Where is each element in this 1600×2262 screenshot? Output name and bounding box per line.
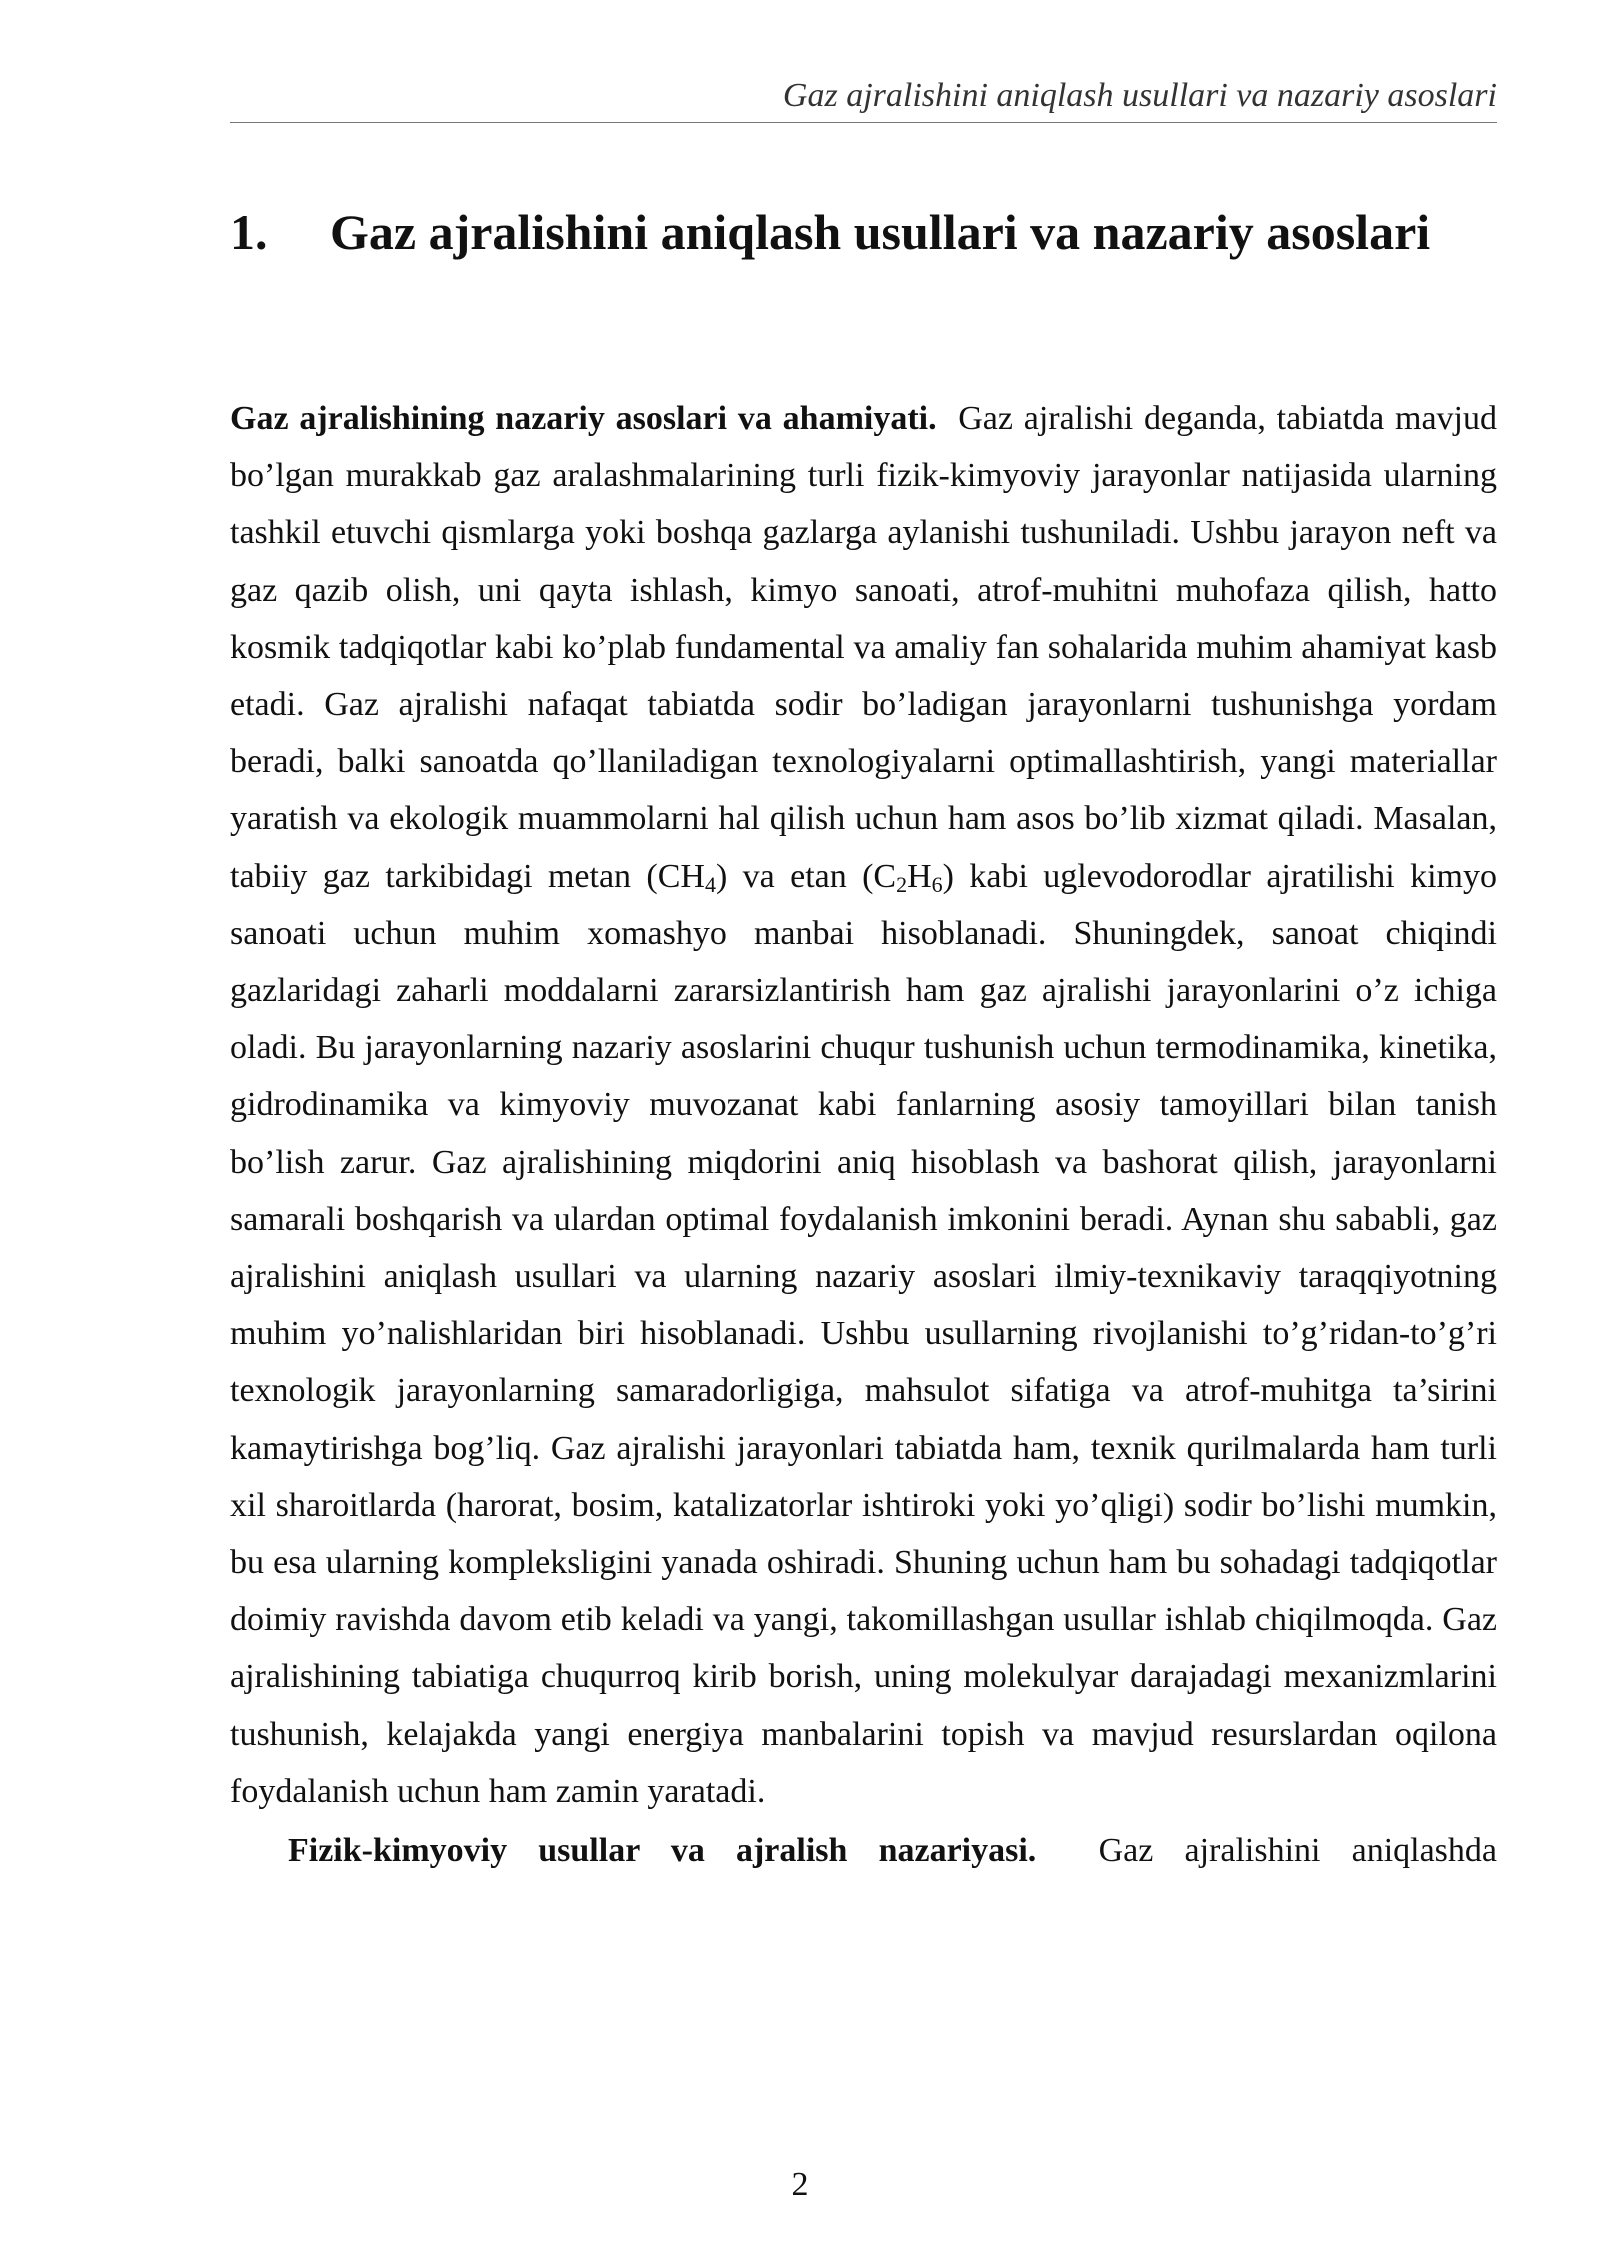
- subscript-h6: 6: [931, 871, 943, 897]
- body-text: [230, 390, 1497, 1879]
- paragraph-1: [230, 390, 1497, 1820]
- paragraph-2: [230, 1822, 1497, 1879]
- subscript-c2: 2: [896, 871, 908, 897]
- subscript-ch4: 4: [704, 871, 716, 897]
- paragraph-2-text: Gaz ajralishini aniqlashda: [1098, 1832, 1498, 1870]
- paragraph-1-text-b: ) va etan (C: [715, 857, 897, 895]
- paragraph-1-text-d: ) kabi uglevodorodlar ajratilishi kimyo sanoati uchun muhim xomashyo manbai hisoblanadi. Shuningdek, sanoat chiqindi gazlaridagi zaharli moddalarni zararsizlantirish ham gaz ajralishi jarayonlarini o’z ichiga oladi. Bu jarayonlarning nazariy asoslarini chuqur tushunish uchun termodinamika, kinetika, gidrodinamika va kimyoviy muvozanat kabi fanlarning asosiy tamoyillari bilan tanish bo’lish zarur. Gaz ajralishining miqdorini aniq hisoblash va bashorat qilish, jarayonlarni samarali boshqarish va ulardan optimal foydalanish imkonini beradi. Aynan shu sababli, gaz ajralishini aniqlash usullari va ularning nazariy asoslari ilmiy-texnikaviy taraqqiyotning muhim yo’nalishlaridan biri hisoblanadi. Ushbu usullarning rivojlanishi to’g’ridan-to’g’ri texnologik jarayonlarning samaradorligiga, mahsulot sifatiga va atrof-muhitga ta’sirini kamaytirishga bog’liq. Gaz ajralishi jarayonlari tabiatda ham, texnik qurilmalarda ham turli xil sharoitlarda (harorat, bosim, katalizatorlar ishtiroki yoki yo’qligi) sodir bo’lishi mumkin, bu esa ularning kompleksligini yanada oshiradi. Shuning uchun ham bu sohadagi tadqiqotlar doimiy ravishda davom etib keladi va yangi, takomillashgan usullar ishlab chiqilmoqda. Gaz ajralishining tabiatiga chuqurroq kirib borish, uning molekulyar darajadagi mexanizmlarini tushunish, kelajakda yangi energiya manbalarini topish va mavjud resurslardan oqilona foydalanish uchun ham zamin yaratadi.: [230, 857, 1497, 1810]
- page-number: 2: [791, 2166, 809, 2203]
- paragraph-2-lead: Fizik-kimyoviy usullar va ajralish nazariyasi.: [288, 1832, 1037, 1870]
- chapter-number: 1.: [230, 204, 268, 260]
- paragraph-1-text-a: Gaz ajralishi deganda, tabiatda mavjud bo’lgan murakkab gaz aralashmalarining turli fizik-kimyoviy jarayonlar natijasida ularning tashkil etuvchi qismlarga yoki boshqa gazlarga aylanishi tushuniladi. Ushbu jarayon neft va gaz qazib olish, uni qayta ishlash, kimyo sanoati, atrof-muhitni muhofaza qilish, hatto kosmik tadqiqotlar kabi ko’plab fundamental va amaliy fan sohalarida muhim ahamiyat kasb etadi. Gaz ajralishi nafaqat tabiatda sodir bo’ladigan jarayonlarni tushunishga yordam beradi, balki sanoatda qo’llaniladigan texnologiyalarni optimallashtirish, yangi materiallar yaratish va ekologik muammolarni hal qilish uchun ham asos bo’lib xizmat qiladi. Masalan, tabiiy gaz tarkibidagi metan (CH: [230, 400, 1498, 895]
- paragraph-1-text-c: H: [907, 857, 932, 895]
- paragraph-1-lead: Gaz ajralishining nazariy asoslari va ahamiyati.: [230, 400, 937, 437]
- header-divider: [230, 122, 1497, 123]
- chapter-heading: [230, 190, 1497, 274]
- running-header: Gaz ajralishini aniqlash usullari va nazariy asoslari: [782, 77, 1497, 114]
- chapter-title: Gaz ajralishini aniqlash usullari va nazariy asoslari: [330, 204, 1431, 260]
